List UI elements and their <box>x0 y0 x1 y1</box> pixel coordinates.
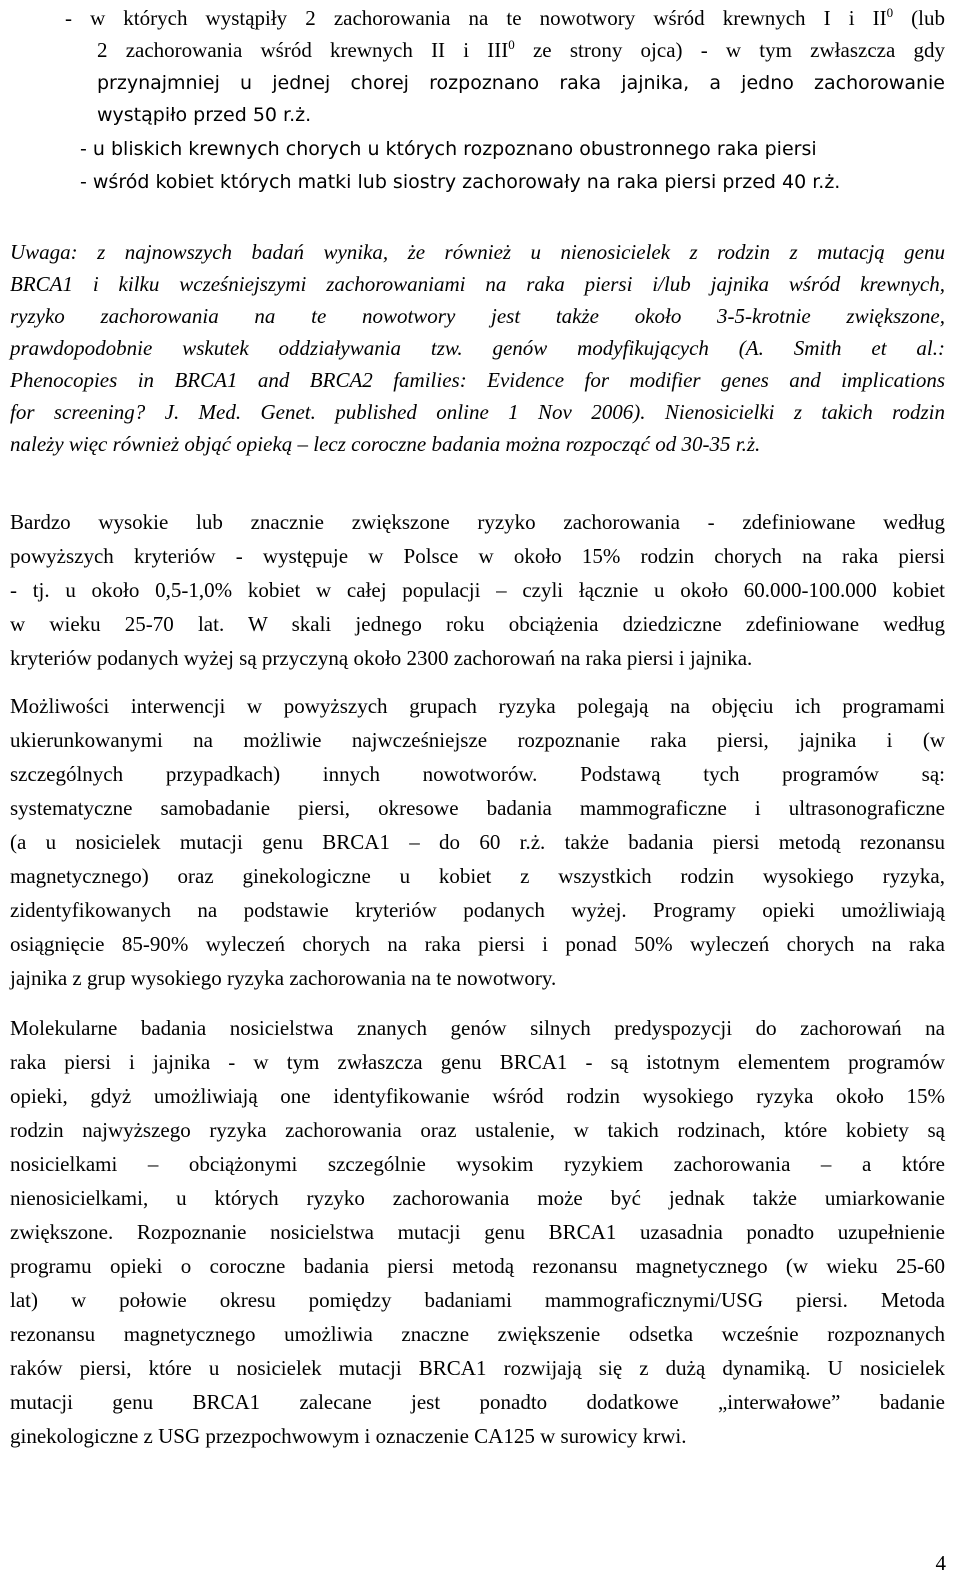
paragraph-line: szczególnych przypadkach) innych nowotworów. Podstawą tych programów są: <box>10 762 945 786</box>
paragraph-line: raków piersi, które u nosicielek mutacji BRCA1 rozwijają się z dużą dynamiką. U nosicielek <box>10 1356 945 1380</box>
paragraph-line: - tj. u około 0,5-1,0% kobiet w całej populacji – czyli łącznie u około 60.000-100.000 kobiet <box>10 578 945 602</box>
note-line: for screening? J. Med. Genet. published online 1 Nov 2006). Nienosicielki z takich rodzin <box>10 400 945 424</box>
note-line: Phenocopies in BRCA1 and BRCA2 families: Evidence for modifier genes and implications <box>10 368 945 392</box>
paragraph-line: ginekologiczne z USG przezpochwowym i oznaczenie CA125 w surowicy krwi. <box>10 1424 687 1448</box>
list-item-line: wystąpiło przed 50 r.ż. <box>97 104 312 126</box>
list-item-line: 2 zachorowania wśród krewnych II i III$^0$ ze strony ojca) - w tym zwłaszcza gdy <box>97 37 945 62</box>
paragraph-line: zidentyfikowanych na podstawie kryteriów podanych wyżej. Programy opieki umożliwiają <box>10 898 945 922</box>
note-line: należy więc również objąć opieką – lecz coroczne badania można rozpocząć od 30-35 r.ż. <box>10 432 761 456</box>
paragraph-line: Molekularne badania nosicielstwa znanych genów silnych predyspozycji do zachorowań na <box>10 1016 945 1040</box>
list-item-line: - w których wystąpiły 2 zachorowania na te nowotwory wśród krewnych I i $II^0$ (lub <box>65 5 945 30</box>
paragraph-line: osiągnięcie 85-90% wyleczeń chorych na raka piersi i ponad 50% wyleczeń chorych na raka <box>10 932 945 956</box>
paragraph-line: w wieku 25-70 lat. W skali jednego roku obciążenia dziedziczne zdefiniowane według <box>10 612 945 636</box>
paragraph-line: ukierunkowanymi na możliwie najwcześniejsze rozpoznanie raka piersi, jajnika i (w <box>10 728 945 752</box>
list-item: - wśród kobiet których matki lub siostry zachorowały na raka piersi przed 40 r.ż. <box>80 171 841 193</box>
paragraph-line: jajnika z grup wysokiego ryzyka zachorowania na te nowotwory. <box>10 966 557 990</box>
paragraph-line: (a u nosicielek mutacji genu BRCA1 – do 60 r.ż. także badania piersi metodą rezonansu <box>10 830 945 854</box>
paragraph-line: systematyczne samobadanie piersi, okresowe badania mammograficzne i ultrasonograficzne <box>10 796 945 820</box>
note-line: BRCA1 i kilku wcześniejszymi zachorowaniami na raka piersi i/lub jajnika wśród krewnych, <box>10 272 945 296</box>
list-item-line: przynajmniej u jednej chorej rozpoznano raka jajnika, a jedno zachorowanie <box>97 72 945 94</box>
paragraph-line: kryteriów podanych wyżej są przyczyną około 2300 zachorowań na raka piersi i jajnika. <box>10 646 753 670</box>
paragraph-line: lat) w połowie okresu pomiędzy badaniami mammograficznymi/USG piersi. Metoda <box>10 1288 945 1312</box>
paragraph-line: magnetycznego) oraz ginekologiczne u kobiet z wszystkich rodzin wysokiego ryzyka, <box>10 864 945 888</box>
page-number: 4 <box>935 1551 946 1575</box>
list-item: - u bliskich krewnych chorych u których rozpoznano obustronnego raka piersi <box>80 138 817 160</box>
note-label: Uwaga: <box>10 240 78 264</box>
paragraph-line: mutacji genu BRCA1 zalecane jest ponadto dodatkowe „interwałowe” badanie <box>10 1390 945 1414</box>
paragraph-line: zwiększone. Rozpoznanie nosicielstwa mutacji genu BRCA1 uzasadnia ponadto uzupełnienie <box>10 1220 945 1244</box>
paragraph-line: programu opieki o coroczne badania piersi metodą rezonansu magnetycznego (w wieku 25-60 <box>10 1254 945 1278</box>
paragraph-line: Możliwości interwencji w powyższych grupach ryzyka polegają na objęciu ich programami <box>10 694 945 718</box>
paragraph-line: rezonansu magnetycznego umożliwia znaczne zwiększenie odsetka wcześnie rozpoznanych <box>10 1322 945 1346</box>
paragraph-line: nosicielkami – obciążonymi szczególnie wysokim ryzykiem zachorowania – a które <box>10 1152 945 1176</box>
paragraph-line: powyższych kryteriów - występuje w Polsce w około 15% rodzin chorych na raka piersi <box>10 544 945 568</box>
note-line: prawdopodobnie wskutek oddziaływania tzw. genów modyfikujących (A. Smith et al.: <box>10 336 945 360</box>
paragraph-line: Bardzo wysokie lub znacznie zwiększone ryzyko zachorowania - zdefiniowane według <box>10 510 945 534</box>
paragraph-line: rodzin najwyższego ryzyka zachorowania oraz ustalenie, w takich rodzinach, które kobiety są <box>10 1118 945 1142</box>
note-line: Uwaga: z najnowszych badań wynika, że również u nienosicielek z rodzin z mutacją genu <box>10 240 945 264</box>
paragraph-line: opieki, gdyż umożliwiają one identyfikowanie wśród rodzin wysokiego ryzyka około 15% <box>10 1084 945 1108</box>
paragraph-line: raka piersi i jajnika - w tym zwłaszcza genu BRCA1 - są istotnym elementem programów <box>10 1050 945 1074</box>
note-line: ryzyko zachorowania na te nowotwory jest także około 3-5-krotnie zwiększone, <box>10 304 945 328</box>
paragraph-line: nienosicielkami, u których ryzyko zachorowania może być jednak także umiarkowanie <box>10 1186 945 1210</box>
